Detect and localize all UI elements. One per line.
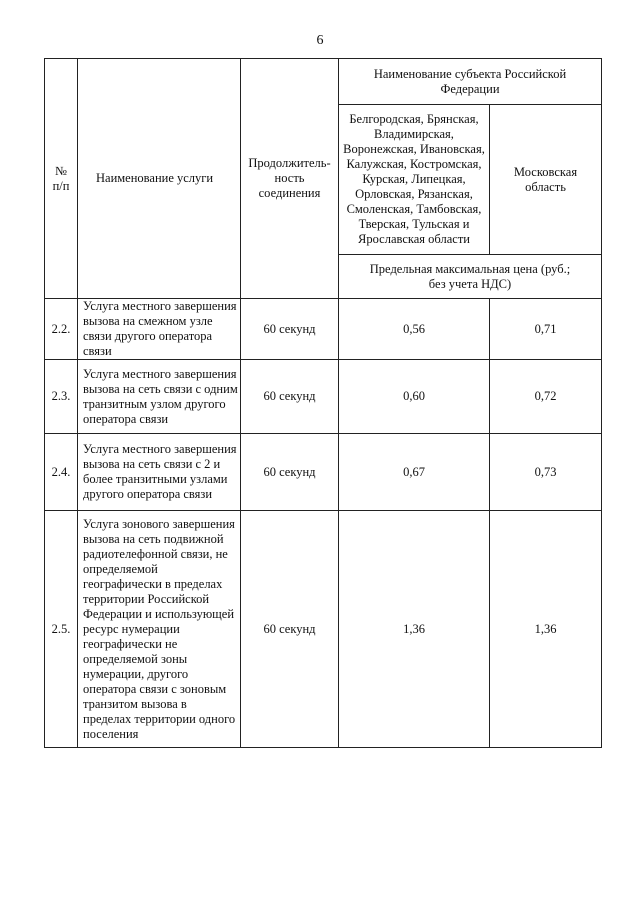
header-duration: Продолжитель-ность соединения	[241, 59, 339, 299]
header-moscow-region: Московская область	[490, 105, 602, 255]
table-row	[45, 299, 602, 360]
row-num: 2.2.	[45, 299, 78, 360]
tariff-table	[44, 58, 602, 748]
row-service: Услуга местного завершения вызова на сеть связи с 2 и более транзитными узлами другого оператора связи	[78, 434, 241, 511]
row-service: Услуга зонового завершения вызова на сеть подвижной радиотелефонной связи, не определяемой географически в пределах территории Российской Федерации и использующей ресурс нумерации географически не определяемой зоны нумерации, другого оператора связи с зоновым транзитом вызова в пределах территории одного поселения	[78, 511, 241, 748]
header-service: Наименование услуги	[78, 59, 241, 299]
row-num: 2.4.	[45, 434, 78, 511]
row-duration: 60 секунд	[241, 299, 339, 360]
row-price-group: 1,36	[339, 511, 490, 748]
page-number: 6	[316, 33, 324, 48]
row-service: Услуга местного завершения вызова на смежном узле связи другого оператора связи	[78, 299, 241, 360]
row-num: 2.3.	[45, 360, 78, 434]
table-row	[45, 511, 602, 748]
header-price: Предельная максимальная цена (руб.; без учета НДС)	[339, 255, 602, 299]
row-price-group: 0,60	[339, 360, 490, 434]
table-row	[45, 360, 602, 434]
table-row	[45, 434, 602, 511]
row-price-moscow: 0,71	[490, 299, 602, 360]
row-num: 2.5.	[45, 511, 78, 748]
row-duration: 60 секунд	[241, 434, 339, 511]
row-price-moscow: 0,72	[490, 360, 602, 434]
row-price-group: 0,67	[339, 434, 490, 511]
header-regions-group: Белгородская, Брянская, Владимирская, Воронежская, Ивановская, Калужская, Костромская, Курская, Липецкая, Орловская, Рязанская, Смоленская, Тамбовская, Тверская, Тульская и Ярославская области	[339, 105, 490, 255]
row-service: Услуга местного завершения вызова на сеть связи с одним транзитным узлом другого оператора связи	[78, 360, 241, 434]
row-price-group: 0,56	[339, 299, 490, 360]
header-subject: Наименование субъекта Российской Федерации	[339, 59, 602, 105]
row-price-moscow: 0,73	[490, 434, 602, 511]
row-duration: 60 секунд	[241, 511, 339, 748]
row-price-moscow: 1,36	[490, 511, 602, 748]
row-duration: 60 секунд	[241, 360, 339, 434]
header-num: № п/п	[45, 59, 78, 299]
